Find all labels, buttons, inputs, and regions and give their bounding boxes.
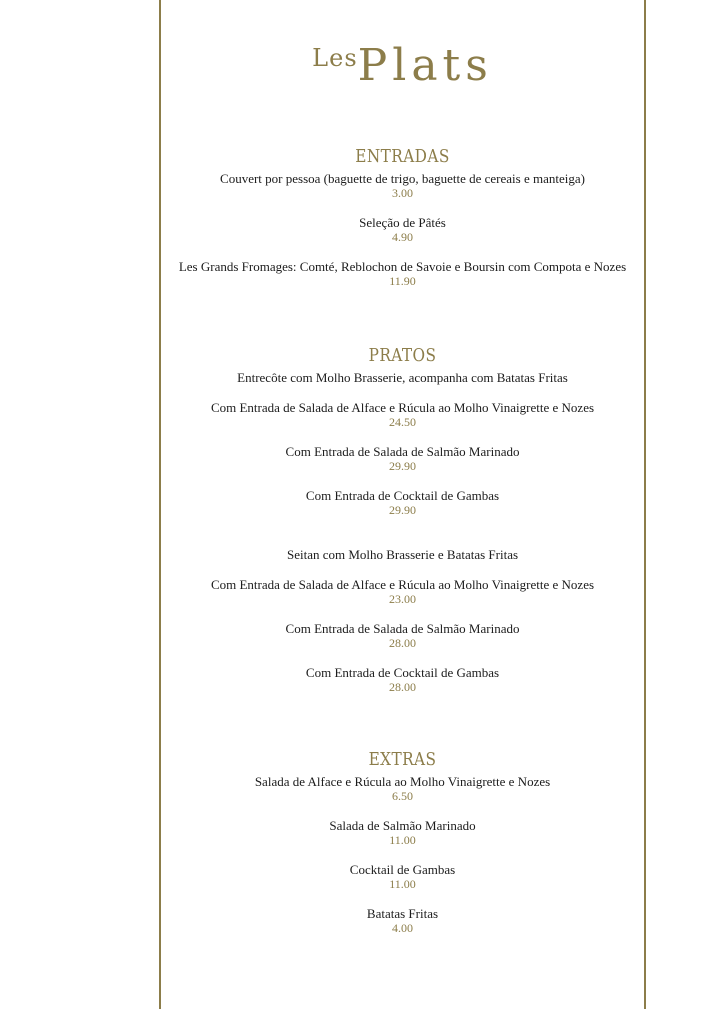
menu-item xyxy=(161,444,644,473)
menu-item-name: Com Entrada de Cocktail de Gambas xyxy=(305,488,500,503)
menu-item-name: Couvert por pessoa (baguette de trigo, baguette de cereais e manteiga) xyxy=(220,171,585,186)
menu-item-price: 28.00 xyxy=(389,636,416,650)
page-title-big: Plats xyxy=(357,40,493,91)
section-heading-pratos: PRATOS xyxy=(368,345,437,366)
menu-item-name: Com Entrada de Salada de Alface e Rúcula ao Molho Vinaigrette e Nozes xyxy=(210,577,595,592)
menu-item-price: 29.90 xyxy=(389,459,416,473)
right-border-line xyxy=(644,0,646,1009)
menu-item-price: 11.00 xyxy=(389,833,416,847)
page-title-small: Les xyxy=(312,44,358,72)
menu-item xyxy=(161,621,644,650)
menu-item xyxy=(161,818,644,847)
menu-item-name: Batatas Fritas xyxy=(366,906,439,921)
menu-item xyxy=(161,259,644,288)
menu-item-price: 28.00 xyxy=(389,680,416,694)
menu-item xyxy=(161,665,644,694)
menu-item-name: Cocktail de Gambas xyxy=(349,862,456,877)
menu-item xyxy=(161,774,644,803)
menu-item-price: 11.00 xyxy=(389,877,416,891)
section-heading-extras: EXTRAS xyxy=(368,749,437,770)
dish-group-title: Entrecôte com Molho Brasserie, acompanha com Batatas Fritas xyxy=(237,370,568,385)
menu-item xyxy=(161,488,644,517)
dish-group-title: Seitan com Molho Brasserie e Batatas Fritas xyxy=(286,547,519,562)
menu-item-name: Salada de Salmão Marinado xyxy=(329,818,476,833)
menu-item xyxy=(161,400,644,429)
menu-item-price: 29.90 xyxy=(389,503,416,517)
menu-item-price: 6.50 xyxy=(392,789,413,803)
menu-page xyxy=(161,0,644,1009)
menu-item xyxy=(161,906,644,935)
section-entradas xyxy=(161,147,644,288)
menu-item-price: 24.50 xyxy=(389,415,416,429)
page-title xyxy=(161,40,644,114)
menu-item xyxy=(161,215,644,244)
menu-item-name: Salada de Alface e Rúcula ao Molho Vinaigrette e Nozes xyxy=(254,774,551,789)
menu-item xyxy=(161,862,644,891)
menu-item-name: Les Grands Fromages: Comté, Reblochon de Savoie e Boursin com Compota e Nozes xyxy=(178,259,627,274)
section-heading-entradas: ENTRADAS xyxy=(355,146,450,167)
menu-item-price: 11.90 xyxy=(389,274,416,288)
menu-item-price: 3.00 xyxy=(392,186,413,200)
menu-item-name: Com Entrada de Cocktail de Gambas xyxy=(305,665,500,680)
menu-item-price: 23.00 xyxy=(389,592,416,606)
menu-item-name: Com Entrada de Salada de Salmão Marinado xyxy=(285,444,520,459)
menu-item-price: 4.00 xyxy=(392,921,413,935)
menu-item xyxy=(161,171,644,200)
menu-item-price: 4.90 xyxy=(392,230,413,244)
menu-item-name: Com Entrada de Salada de Alface e Rúcula ao Molho Vinaigrette e Nozes xyxy=(210,400,595,415)
menu-item-name: Com Entrada de Salada de Salmão Marinado xyxy=(285,621,520,636)
section-extras xyxy=(161,750,644,935)
menu-item xyxy=(161,577,644,606)
section-pratos xyxy=(161,346,644,694)
menu-item-name: Seleção de Pâtés xyxy=(359,215,446,230)
